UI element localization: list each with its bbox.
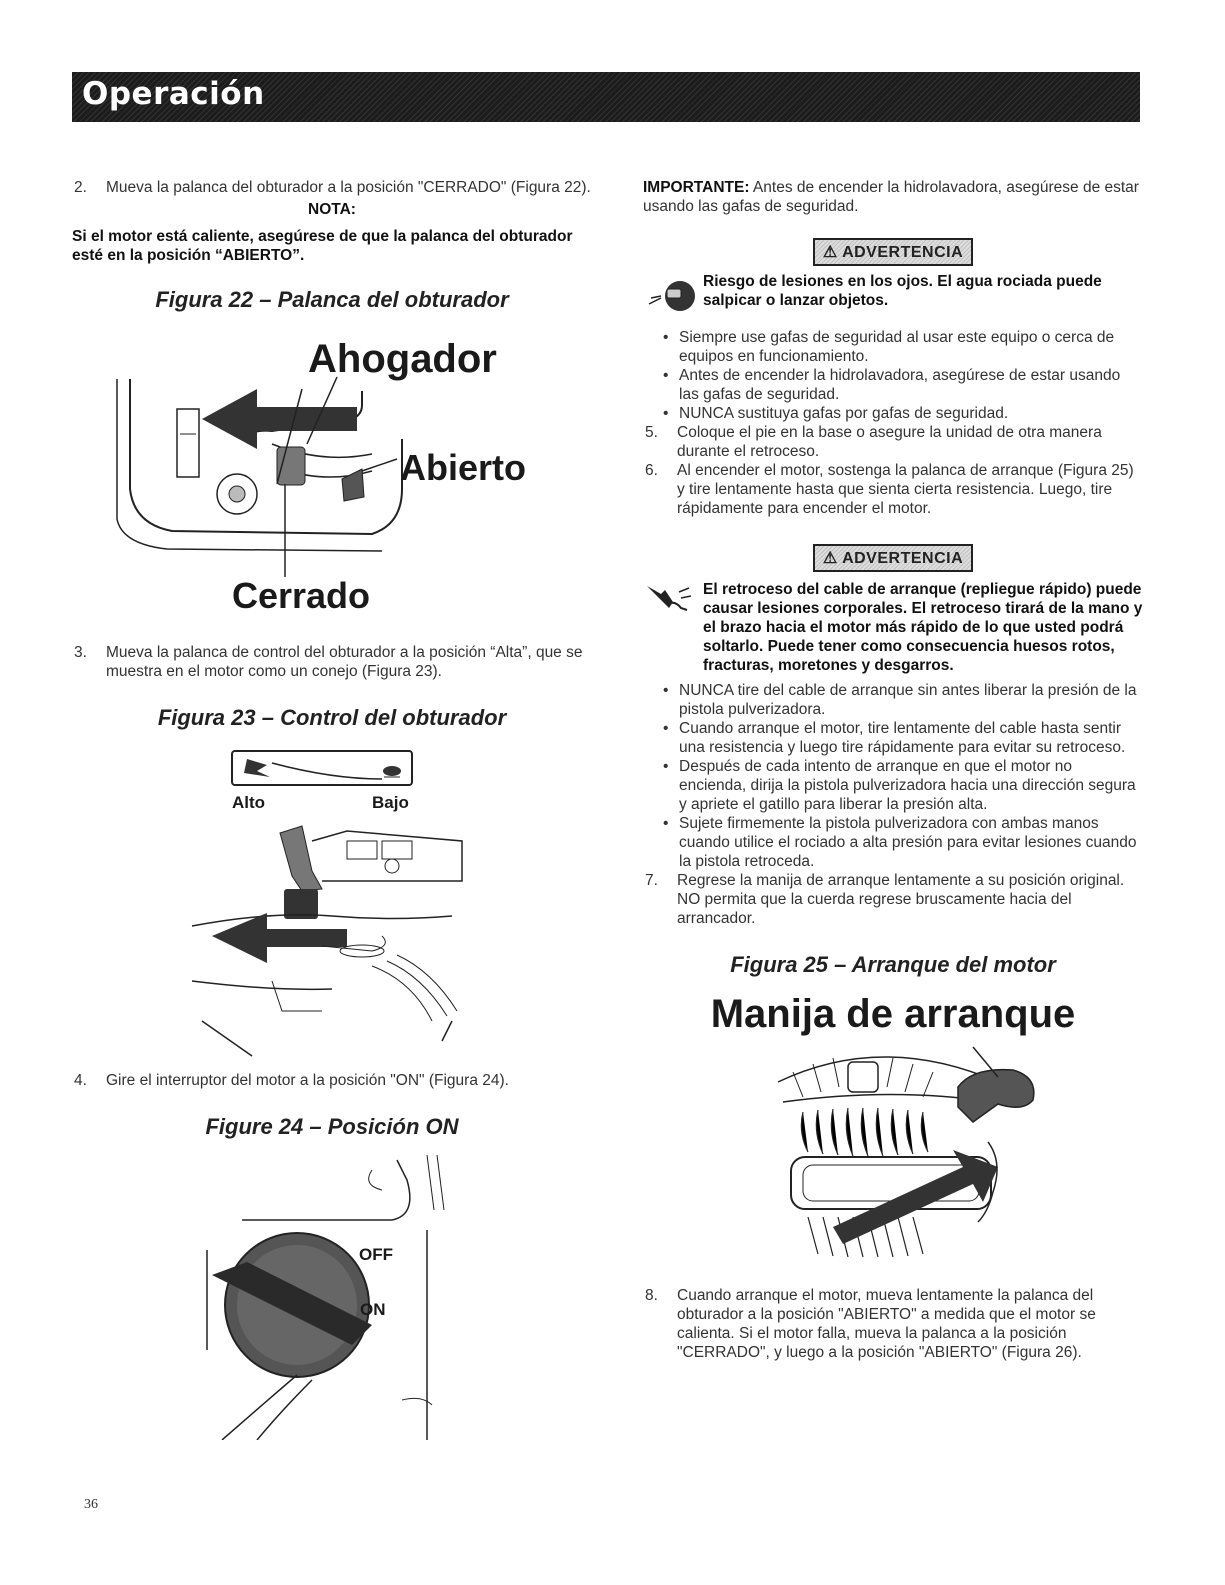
step-2 — [72, 178, 592, 197]
step-number: 4. — [74, 1072, 87, 1089]
label-bajo: Bajo — [372, 793, 409, 812]
figure-24-on-position — [72, 1150, 592, 1440]
warning-2-badge-row — [643, 544, 1143, 572]
step-number: 8. — [645, 1287, 658, 1304]
list-item: • Sujete firmemente la pistola pulverizadora con ambas manos cuando utilice el rociado a alta presión para evitar lesiones cuando la pistola retroceda. — [643, 814, 1143, 871]
step-text: Gire el interruptor del motor a la posición "ON" (Figura 24). — [106, 1072, 509, 1089]
step-text: Mueva la palanca del obturador a la posición "CERRADO" (Figura 22). — [106, 179, 591, 196]
warning-2-list — [643, 681, 1143, 871]
figure-24-caption: Figure 24 – Posición ON — [205, 1114, 459, 1139]
step-text: Al encender el motor, sostenga la palanca de arranque (Figura 25) y tire lentamente hasta que sienta cierta resistencia. Luego, tire rápidamente para encender el motor. — [677, 462, 1134, 517]
warning-1 — [643, 272, 1143, 310]
warning-badge — [813, 238, 973, 266]
section-title: Operación — [82, 76, 265, 112]
step-text: Coloque el pie en la base o asegure la unidad de otra manera durante el retroceso. — [677, 424, 1102, 460]
section-header-bar — [72, 72, 1140, 122]
label-alto: Alto — [232, 793, 266, 812]
step-8 — [643, 1286, 1143, 1362]
list-item: • Siempre use gafas de seguridad al usar este equipo o cerca de equipos en funcionamiento. — [643, 328, 1143, 366]
step-6 — [643, 461, 1143, 518]
list-item: • Antes de encender la hidrolavadora, asegúrese de estar usando las gafas de seguridad. — [643, 366, 1143, 404]
kickback-hand-icon — [643, 580, 695, 628]
warning-2 — [643, 580, 1143, 675]
warning-triangle-icon: ⚠ — [822, 244, 838, 261]
step-text: Regrese la manija de arranque lentamente a su posición original. NO permita que la cuerda regrese bruscamente hacia del arrancador. — [677, 872, 1125, 927]
warning-triangle-icon: ⚠ — [822, 550, 838, 567]
label-manija-de-arranque: Manija de arranque — [710, 992, 1076, 1036]
warning-badge-label: ADVERTENCIA — [842, 244, 964, 261]
throttle-control-illustration — [72, 741, 592, 1061]
left-column — [72, 178, 592, 1440]
step-3 — [72, 643, 592, 681]
rabbit-icon — [244, 759, 270, 777]
warning-1-text: Riesgo de lesiones en los ojos. El agua rociada puede salpicar o lanzar objetos. — [703, 273, 1102, 309]
figure-23-throttle-control — [72, 741, 592, 1061]
warning-2-text: El retroceso del cable de arranque (repliegue rápido) puede causar lesiones corporales. El retroceso tirará de la mano y el brazo hacia el motor más rápido de lo que usted podrá soltarlo. Puede tener como consecuencia huesos rotos, fracturas, moretones y desgarros. — [703, 581, 1143, 674]
warning-badge-label: ADVERTENCIA — [842, 550, 964, 567]
step-5 — [643, 423, 1143, 461]
list-item: • NUNCA sustituya gafas por gafas de seguridad. — [643, 404, 1143, 423]
warning-badge — [813, 544, 973, 572]
step-number: 5. — [645, 424, 658, 441]
label-ahogador: Ahogador — [308, 337, 497, 381]
figure-25-caption: Figura 25 – Arranque del motor — [730, 952, 1056, 977]
figure-25-engine-start — [643, 992, 1143, 1272]
step-4 — [72, 1071, 592, 1090]
step-number: 3. — [74, 644, 87, 661]
step-text: Cuando arranque el motor, mueva lentamente la palanca del obturador a la posición "ABIERTO" a medida que el motor se calienta. Si el motor falla, mueva la palanca a la posición "CERRADO", y luego a la posición "ABIERTO" (Figura 26). — [677, 1287, 1096, 1361]
figure-23-caption: Figura 23 – Control del obturador — [157, 705, 507, 730]
right-column — [643, 178, 1143, 1362]
list-item: • NUNCA tire del cable de arranque sin antes liberar la presión de la pistola pulverizadora. — [643, 681, 1143, 719]
nota-text: Si el motor está caliente, asegúrese de que la palanca del obturador esté en la posición “ABIERTO”. — [72, 228, 573, 264]
turtle-icon — [383, 766, 401, 776]
figure-22-caption: Figura 22 – Palanca del obturador — [155, 287, 509, 312]
step-number: 6. — [645, 462, 658, 479]
figure-22-choke-lever — [72, 319, 592, 629]
step-number: 7. — [645, 872, 658, 889]
label-cerrado: Cerrado — [232, 575, 371, 616]
nota-label: NOTA: — [308, 201, 356, 218]
warning-1-badge-row — [643, 238, 1143, 266]
step-number: 2. — [74, 179, 87, 196]
label-off: OFF — [359, 1245, 393, 1264]
label-abierto: Abierto — [400, 447, 526, 488]
importante-note — [643, 178, 1143, 216]
importante-text: Antes de encender la hidrolavadora, asegúrese de estar usando las gafas de seguridad. — [643, 179, 1139, 215]
list-item: • Después de cada intento de arranque en que el motor no encienda, dirija la pistola pulverizadora hacia una dirección segura y apriete el gatillo para liberar la presión alta. — [643, 757, 1143, 814]
label-on: ON — [360, 1300, 386, 1319]
list-item: • Cuando arranque el motor, tire lentamente del cable hasta sentir una resistencia y luego tire rápidamente para evitar su retroceso. — [643, 719, 1143, 757]
eye-protection-icon — [647, 272, 697, 322]
step-text: Mueva la palanca de control del obturador a la posición “Alta”, que se muestra en el motor como un conejo (Figura 23). — [106, 644, 583, 680]
importante-label: IMPORTANTE: — [643, 179, 750, 196]
step-7 — [643, 871, 1143, 928]
page-number: 36 — [84, 1497, 98, 1512]
warning-1-list — [643, 328, 1143, 423]
engine-switch-illustration — [72, 1150, 592, 1440]
